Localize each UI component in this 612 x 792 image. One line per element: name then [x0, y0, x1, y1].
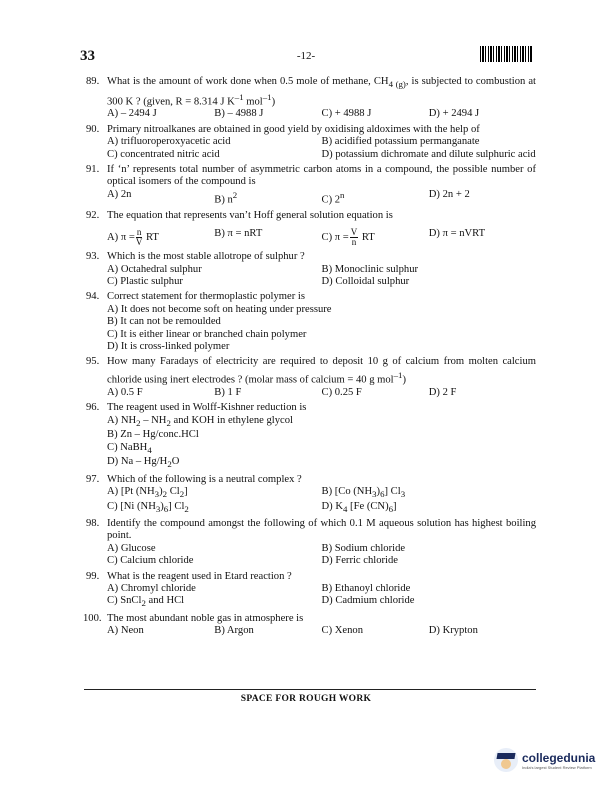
question-number: 99.	[86, 570, 100, 582]
collegedunia-logo	[494, 748, 595, 772]
question-text: What is the amount of work done when 0.5 mole of methane, $CH_{4 (g)}$, is subjected to combustion at 300 K ? (given, R = 8.314 J $K^{-1}$ mol$^{-1}$)	[107, 76, 537, 108]
option-d: D) 2n + 2	[428, 188, 470, 200]
option-a: A) π = $\frac{n}{V}$ RT	[107, 227, 159, 248]
option-b: B) 1 F	[214, 386, 242, 398]
question-number: 91.	[86, 164, 100, 176]
question-text: Which is the most stable allotrope of sulphur ?	[107, 251, 305, 263]
option-a: A) Neon	[107, 625, 144, 637]
option-a: A) 2n	[107, 188, 132, 200]
question-number: 98.	[86, 518, 100, 530]
option-d: D) 2 F	[428, 386, 457, 398]
question-text: Primary nitroalkanes are obtained in good yield by oxidising aldoximes with the help of	[107, 123, 480, 135]
question-text: The equation that represents van’t Hoff general solution equation is	[107, 209, 393, 221]
option-a: A) [Pt $(NH_3)_2$ $Cl_2$]	[107, 486, 188, 500]
option-a: A) trifluoroperoxyacetic acid	[107, 136, 231, 148]
option-d: D) Na – $Hg/H_2O$	[107, 456, 180, 470]
question-number: 96.	[86, 402, 100, 414]
option-a: A) Octahedral sulphur	[107, 263, 202, 275]
option-d: D) Colloidal sulphur	[321, 276, 410, 288]
question-98	[86, 518, 536, 568]
question-text: Identify the compound amongst the following of which 0.1 M aqueous solution has highest boiling point.	[107, 518, 536, 542]
question-text: The most abundant noble gas in atmosphere is	[107, 612, 304, 624]
option-c: C) 2$^n$	[321, 189, 345, 206]
question-100	[83, 612, 536, 638]
option-c: C) SnCl$_2$ and HCl	[107, 595, 185, 609]
option-a: A) 0.5 F	[107, 386, 143, 398]
question-90	[86, 124, 536, 161]
option-c: C) π = $\frac{V}{n}$ RT	[321, 227, 375, 248]
option-d: D) It is cross-linked polymer	[107, 341, 230, 353]
option-c: C) concentrated nitric acid	[107, 148, 220, 160]
option-b: B) [Co $(NH_3)_6$] $Cl_3$	[321, 486, 406, 500]
option-a: A) – 2494 J	[107, 108, 157, 120]
option-a: A) $NH_2 - NH_2$ and KOH in ethylene glycol	[107, 414, 293, 428]
graduate-icon	[494, 748, 518, 772]
option-c: C) It is either linear or branched chain polymer	[107, 328, 307, 340]
question-text: If ‘n’ represents total number of asymmetric carbon atoms in a compound, the possible number of optical isomers of the compound is	[107, 164, 536, 188]
option-d: D) + 2494 J	[428, 108, 480, 120]
question-number: 100.	[83, 612, 102, 624]
question-number: 97.	[86, 473, 100, 485]
option-c: C) Plastic sulphur	[107, 276, 183, 288]
booklet-number: 33	[80, 48, 95, 64]
divider	[84, 689, 536, 690]
question-89	[86, 76, 536, 121]
question-text: How many Faradays of electricity are required to deposit 10 g of calcium from molten calcium chloride using inert electrodes ? (molar mass of calcium = 40 g mol$^{-1}$)	[107, 356, 536, 386]
question-99	[86, 571, 536, 610]
question-text: The reagent used in Wolff-Kishner reduction is	[107, 402, 307, 414]
option-c: C) + 4988 J	[321, 108, 372, 120]
question-number: 90.	[86, 123, 100, 135]
option-b: B) Monoclinic sulphur	[321, 263, 419, 275]
rough-work-label: SPACE FOR ROUGH WORK	[240, 694, 372, 704]
option-b: B) Ethanoyl chloride	[321, 583, 411, 595]
logo-tagline: India's largest Student Review Platform	[522, 764, 592, 770]
option-b: B) acidified potassium permanganate	[321, 136, 480, 148]
question-text: Correct statement for thermoplastic polymer is	[107, 291, 305, 303]
question-91	[86, 164, 536, 207]
question-96	[86, 402, 536, 470]
logo-name: collegedunia	[522, 750, 596, 765]
question-95	[86, 356, 536, 399]
option-a: A) Chromyl chloride	[107, 583, 196, 595]
option-b: B) – 4988 J	[214, 108, 264, 120]
option-b: B) Sodium chloride	[321, 542, 406, 554]
question-text: What is the reagent used in Etard reaction ?	[107, 570, 292, 582]
question-number: 89.	[86, 76, 100, 87]
page-number: -12-	[296, 50, 316, 62]
question-number: 92.	[86, 209, 100, 221]
question-number: 95.	[86, 356, 100, 368]
option-c: C) [Ni $(NH_3)_6$] $Cl_2$	[107, 500, 189, 514]
option-d: D) π = nVRT	[428, 228, 486, 240]
option-b: B) $n^2$	[214, 189, 238, 206]
option-a: A) Glucose	[107, 542, 156, 554]
question-92	[86, 210, 536, 247]
question-97	[86, 474, 536, 515]
question-93	[86, 251, 536, 288]
barcode	[480, 46, 532, 62]
option-b: B) π = nRT	[214, 228, 263, 240]
option-d: D) Ferric chloride	[321, 555, 398, 567]
option-a: A) It does not become soft on heating under pressure	[107, 303, 332, 315]
option-d: D) Krypton	[428, 625, 478, 637]
option-b: B) Argon	[214, 625, 254, 637]
option-d: D) Cadmium chloride	[321, 595, 415, 607]
option-d: D) potassium dichromate and dilute sulphuric acid	[321, 148, 536, 160]
option-c: C) NaBH$_4$	[107, 441, 152, 455]
question-text: Which of the following is a neutral complex ?	[107, 473, 302, 485]
option-b: B) It can not be remoulded	[107, 316, 221, 328]
option-c: C) Calcium chloride	[107, 555, 194, 567]
option-d: D) $K_4$ [Fe $(CN)_6$]	[321, 500, 397, 514]
question-list	[83, 76, 537, 641]
option-c: C) 0.25 F	[321, 386, 362, 398]
question-number: 93.	[86, 251, 100, 263]
option-b: B) Zn – Hg/conc.HCl	[107, 429, 199, 441]
option-c: C) Xenon	[321, 625, 363, 637]
question-94	[86, 291, 536, 353]
question-number: 94.	[86, 291, 100, 303]
